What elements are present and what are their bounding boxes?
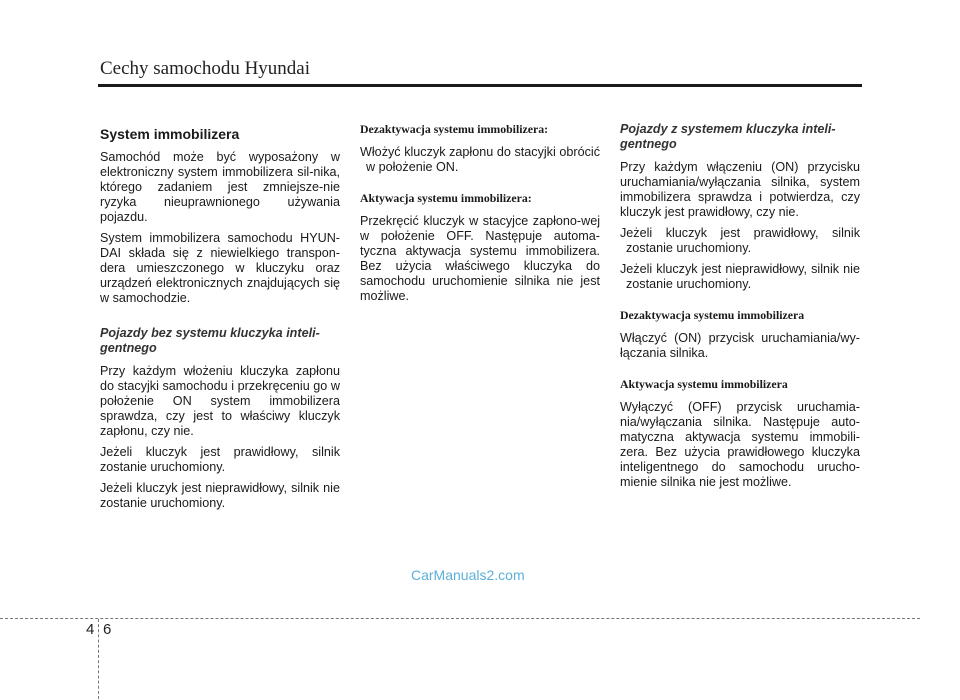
column-3 <box>620 122 860 496</box>
watermark-link[interactable]: CarManuals2.com <box>411 567 525 583</box>
paragraph: Samochód może być wyposażony w elektroniczny system immobilizera sil-nika, którego zadaniem jest zmniejsze-nie ryzyka nieuprawnionego używania pojazdu. <box>100 150 340 224</box>
subsection-heading: Pojazdy z systemem kluczyka inteli-gentnego <box>620 122 836 151</box>
paragraph: Jeżeli kluczyk jest prawidłowy, silnik zostanie uruchomiony. <box>100 445 340 474</box>
paragraph: Przy każdym włączeniu (ON) przycisku uruchamiania/wyłączania silnika, system immobilizera sprawdza i potwierdza, czy kluczyk jest prawidłowy, czy nie. <box>620 160 860 219</box>
page-header-title: Cechy samochodu Hyundai <box>100 58 311 79</box>
section-heading: System immobilizera <box>100 126 240 142</box>
page-number-section: 4 <box>86 621 95 638</box>
paragraph: Włożyć kluczyk zapłonu do stacyjki obrócić w położenie ON. <box>360 145 600 174</box>
activation-heading: Aktywacja systemu immobilizera: <box>360 191 532 205</box>
paragraph: Jeżeli kluczyk jest nieprawidłowy, silnik nie zostanie uruchomiony. <box>620 262 860 291</box>
paragraph: System immobilizera samochodu HYUN-DAI składa się z niewielkiego transpon-dera umieszczonego w kluczyku oraz urządzeń elektronicznych znajdujących się w samochodzie. <box>100 231 340 305</box>
deactivation-heading: Dezaktywacja systemu immobilizera <box>620 308 805 322</box>
footer-divider <box>0 618 920 619</box>
paragraph: Przekręcić kluczyk w stacyjce zapłono-wej w położenie OFF. Następuje automa-tyczna aktywacja systemu immobilizera. Bez użycia właściwego kluczyka do samochodu uruchomienie silnika nie jest możliwe. <box>360 214 600 303</box>
activation-heading: Aktywacja systemu immobilizera <box>620 377 788 391</box>
page-number-divider <box>98 619 99 699</box>
page-number: 6 <box>103 621 112 638</box>
paragraph: Przy każdym włożeniu kluczyka zapłonu do stacyjki samochodu i przekręceniu go w położenie ON system immobilizera sprawdza, czy jest to właściwy kluczyk zapłonu, czy nie. <box>100 364 340 438</box>
column-2 <box>360 122 600 310</box>
paragraph: Jeżeli kluczyk jest prawidłowy, silnik zostanie uruchomiony. <box>620 226 860 255</box>
paragraph: Jeżeli kluczyk jest nieprawidłowy, silnik nie zostanie uruchomiony. <box>100 481 340 510</box>
subsection-heading: Pojazdy bez systemu kluczyka inteli-gentnego <box>100 326 320 355</box>
column-1 <box>100 122 340 517</box>
paragraph: Wyłączyć (OFF) przycisk uruchamia-nia/wyłączania silnika. Następuje auto-matyczna aktywacja systemu immobili-zera. Bez użycia prawidłowego kluczyka inteligentnego do samochodu urucho-mienie silnika nie jest możliwe. <box>620 400 860 489</box>
header-rule <box>98 84 862 87</box>
deactivation-heading: Dezaktywacja systemu immobilizera: <box>360 122 549 136</box>
paragraph: Włączyć (ON) przycisk uruchamiania/wy-łączania silnika. <box>620 331 860 360</box>
